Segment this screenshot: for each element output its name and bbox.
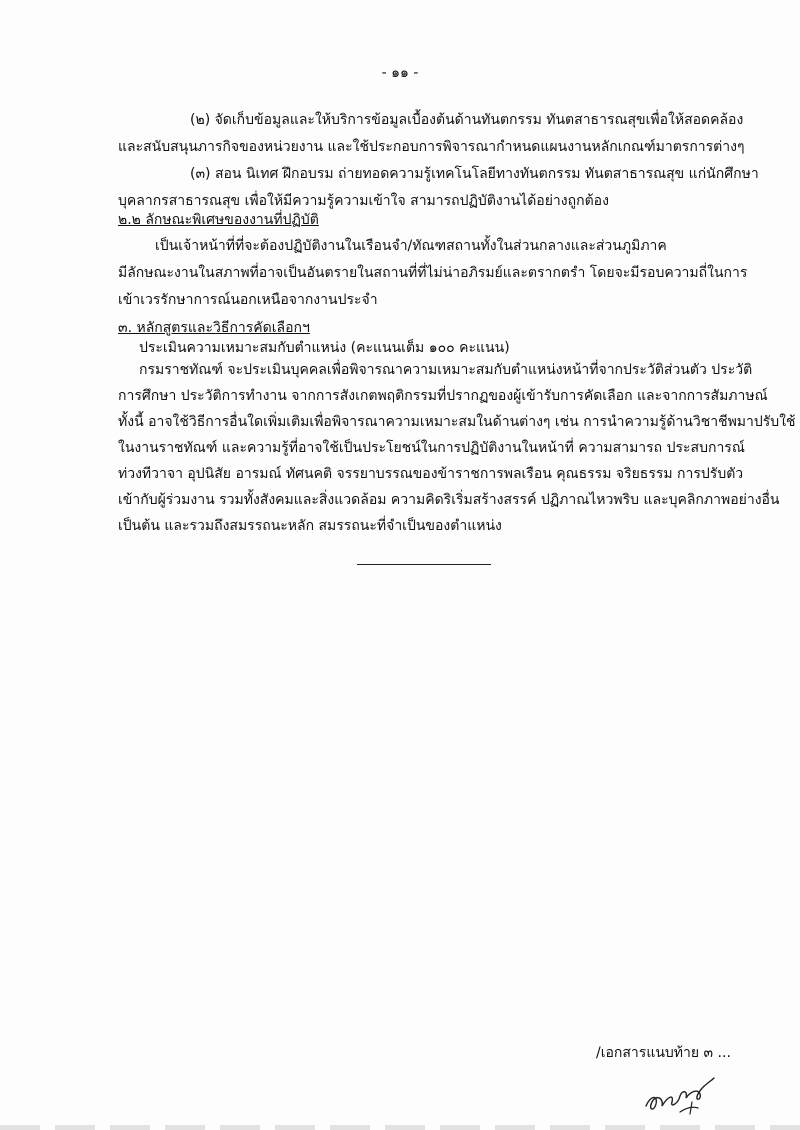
scan-artifact (0, 1125, 800, 1130)
body-line-7: เป็นต้น และรวมถึงสมรรถนะหลัก สมรรถนะที่จำเป็นของตำแหน่ง (118, 518, 502, 534)
evaluation-line: ประเมินความเหมาะสมกับตำแหน่ง (คะแนนเต็ม ๑๐๐ คะแนน) (139, 340, 510, 356)
page-number: - ๑๑ - (381, 65, 419, 81)
handwritten-signature (640, 1068, 730, 1118)
body-line-6: เข้ากับผู้ร่วมงาน รวมทั้งสังคมและสิ่งแวดล้อม ความคิดริเริ่มสร้างสรรค์ ปฏิภาณไหวพริบ และบุคลิกภาพอย่างอื่น (118, 492, 780, 508)
section-heading-3: ๓. หลักสูตรและวิธีการคัดเลือกฯ (118, 320, 310, 336)
body-line-5: ท่วงทีวาจา อุปนิสัย อารมณ์ ทัศนคติ จรรยาบรรณของข้าราชการพลเรือน คุณธรรม จริยธรรม การปรับตัว (118, 466, 744, 482)
section-divider (357, 564, 491, 565)
body-line-3: ทั้งนี้ อาจใช้วิธีการอื่นใดเพิ่มเติมเพื่อพิจารณาความเหมาะสมในด้านต่างๆ เช่น การนำความรู้ด้านวิชาชีพมาปรับใช้ (118, 414, 796, 430)
section-heading-2-2: ๒.๒ ลักษณะพิเศษของงานที่ปฏิบัติ (118, 212, 319, 228)
item-2-line-1: (๒) จัดเก็บข้อมูลและให้บริการข้อมูลเบื้องต้นด้านทันตกรรม ทันตสาธารณสุขเพื่อให้สอดคล้อง (190, 112, 744, 128)
signature-icon (640, 1068, 730, 1118)
item-2-line-2: และสนับสนุนภารกิจของหน่วยงาน และใช้ประกอบการพิจารณากำหนดแผนงานหลักเกณฑ์มาตรการต่างๆ (118, 139, 745, 155)
footer-continuation: /เอกสารแนบท้าย ๓ ... (596, 1045, 731, 1061)
item-3-line-1: (๓) สอน นิเทศ ฝึกอบรม ถ่ายทอดความรู้เทคโนโลยีทางทันตกรรม ทันตสาธารณสุข แก่นักศึกษา (190, 166, 759, 182)
item-3-line-2: บุคลากรสาธารณสุข เพื่อให้มีความรู้ความเข้าใจ สามารถปฏิบัติงานได้อย่างถูกต้อง (118, 193, 609, 209)
body-line-2: การศึกษา ประวัติการทำงาน จากการสังเกตพฤติกรรมที่ปรากฏของผู้เข้ารับการคัดเลือก และจากการสัมภาษณ์ (118, 388, 768, 404)
special-line-2: มีลักษณะงานในสภาพที่อาจเป็นอันตรายในสถานที่ที่ไม่น่าอภิรมย์และตรากตรำ โดยจะมีรอบความถี่ในการ (118, 265, 748, 281)
body-line-1: กรมราชทัณฑ์ จะประเมินบุคคลเพื่อพิจารณาความเหมาะสมกับตำแหน่งหน้าที่จากประวัติส่วนตัว ประวัติ (139, 362, 753, 378)
special-line-3: เข้าเวรรักษาการณ์นอกเหนือจากงานประจำ (118, 292, 378, 308)
body-line-4: ในงานราชทัณฑ์ และความรู้ที่อาจใช้เป็นประโยชน์ในการปฏิบัติงานในหน้าที่ ความสามารถ ประสบการณ์ (118, 440, 745, 456)
special-line-1: เป็นเจ้าหน้าที่ที่จะต้องปฏิบัติงานในเรือนจำ/ทัณฑสถานทั้งในส่วนกลางและส่วนภูมิภาค (155, 238, 667, 254)
